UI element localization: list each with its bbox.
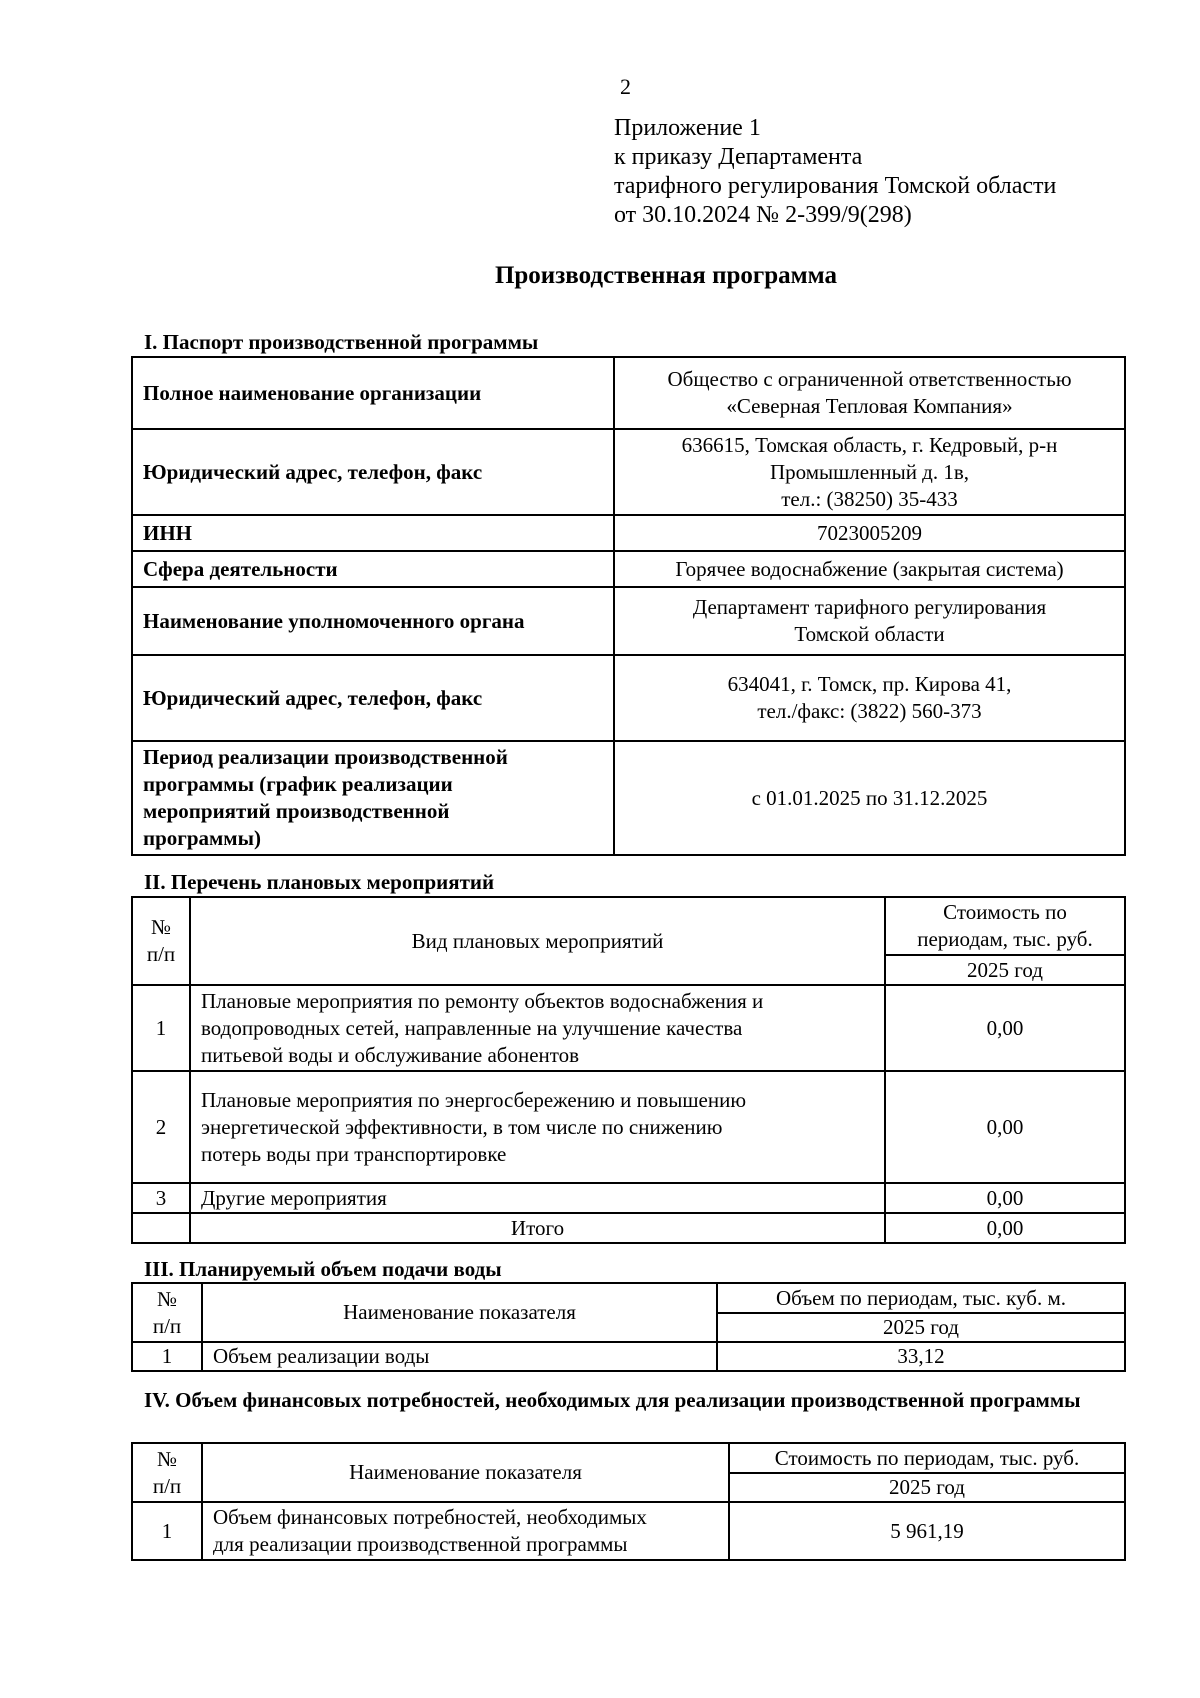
table-row: [132, 429, 1125, 515]
name-line: Объем финансовых потребностей, необходимых: [213, 1505, 647, 1529]
row-value: [614, 429, 1125, 515]
header-year: 2025 год: [885, 955, 1125, 985]
value-line: Томской области: [794, 622, 945, 646]
table-row: [132, 1183, 1125, 1213]
appendix-line: Приложение 1: [614, 115, 761, 141]
table-row: [132, 587, 1125, 655]
row-text: Другие мероприятия: [190, 1183, 885, 1213]
section-heading-water: III. Планируемый объем подачи воды: [144, 1257, 502, 1281]
row-text: [190, 985, 885, 1071]
text-line: Плановые мероприятия по энергосбережению и повышению: [201, 1087, 747, 1112]
measures-table: [131, 896, 1126, 1244]
row-num: 1: [132, 1502, 202, 1560]
header-cost: Стоимость по периодам, тыс. руб.: [729, 1443, 1125, 1473]
header-line: Стоимость по: [943, 900, 1067, 924]
value-line: Общество с ограниченной ответственностью: [667, 367, 1072, 391]
row-name: [202, 1502, 729, 1560]
row-num: 1: [132, 985, 190, 1071]
table-row: [132, 1342, 1125, 1371]
row-label: Юридический адрес, телефон, факс: [132, 655, 614, 741]
table-row: [132, 515, 1125, 551]
header-line: №: [150, 915, 172, 939]
header-num: [132, 1283, 202, 1342]
header-name: Наименование показателя: [202, 1283, 717, 1342]
table-row: [132, 1502, 1125, 1560]
text-line: питьевой воды и обслуживание абонентов: [201, 1042, 580, 1067]
row-label: Полное наименование организации: [132, 357, 614, 429]
label-line: программы): [143, 826, 261, 850]
header-volume: Объем по периодам, тыс. куб. м.: [717, 1283, 1125, 1313]
table-header-row: [132, 1283, 1125, 1313]
row-label: [132, 741, 614, 855]
value-line: 636615, Томская область, г. Кедровый, р-н: [681, 432, 1058, 457]
value-line: Промышленный д. 1в,: [769, 459, 970, 484]
row-value: 7023005209: [614, 515, 1125, 551]
header-line: №: [156, 1446, 178, 1471]
row-name: Объем реализации воды: [202, 1342, 717, 1371]
table-row: [132, 551, 1125, 587]
text-line: потерь воды при транспортировке: [201, 1141, 507, 1166]
header-num: [132, 1443, 202, 1502]
row-label: Юридический адрес, телефон, факс: [132, 429, 614, 515]
row-value: Горячее водоснабжение (закрытая система): [614, 551, 1125, 587]
text-line: энергетической эффективности, в том числе по снижению: [201, 1114, 723, 1139]
value-line: «Северная Тепловая Компания»: [726, 394, 1013, 418]
section-heading-measures: II. Перечень плановых мероприятий: [144, 870, 495, 894]
total-empty: [132, 1213, 190, 1243]
total-label: Итого: [190, 1213, 885, 1243]
value-line: тел./факс: (3822) 560-373: [757, 699, 982, 723]
table-total-row: [132, 1213, 1125, 1243]
table-row: [132, 985, 1125, 1071]
row-value: с 01.01.2025 по 31.12.2025: [614, 741, 1125, 855]
table-header-row: [132, 1443, 1125, 1473]
header-type: Вид плановых мероприятий: [190, 897, 885, 985]
name-line: для реализации производственной программы: [213, 1532, 628, 1556]
row-num: 1: [132, 1342, 202, 1371]
row-num: 2: [132, 1071, 190, 1183]
row-value: 0,00: [885, 985, 1125, 1071]
value-line: 634041, г. Томск, пр. Кирова 41,: [727, 672, 1012, 696]
header-line: п/п: [152, 1313, 182, 1338]
label-line: программы (график реализации: [143, 772, 453, 796]
header-name: Наименование показателя: [202, 1443, 729, 1502]
appendix-line: тарифного регулирования Томской области: [614, 173, 1057, 199]
header-year: 2025 год: [717, 1313, 1125, 1342]
row-label: Наименование уполномоченного органа: [132, 587, 614, 655]
table-row: [132, 741, 1125, 855]
water-volume-table: [131, 1282, 1126, 1372]
document-title: Производственная программа: [494, 262, 838, 289]
header-line: №: [156, 1286, 178, 1311]
passport-table: [131, 356, 1126, 856]
appendix-block: [614, 114, 1056, 230]
row-value: [614, 655, 1125, 741]
section-heading-passport: I. Паспорт производственной программы: [144, 330, 539, 354]
value-line: тел.: (38250) 35-433: [781, 486, 958, 511]
row-value: [614, 357, 1125, 429]
appendix-line: от 30.10.2024 № 2-399/9(298): [614, 202, 912, 228]
header-line: периодам, тыс. руб.: [917, 927, 1093, 951]
appendix-line: к приказу Департамента: [614, 144, 863, 170]
page-number: 2: [620, 74, 631, 99]
row-value: 5 961,19: [729, 1502, 1125, 1560]
table-header-row: [132, 897, 1125, 955]
section-heading-finance: IV. Объем финансовых потребностей, необходимых для реализации производственной программы: [144, 1388, 1081, 1412]
table-row: [132, 655, 1125, 741]
row-label: Сфера деятельности: [132, 551, 614, 587]
row-text: [190, 1071, 885, 1183]
text-line: водопроводных сетей, направленные на улучшение качества: [201, 1015, 743, 1040]
header-cost: [885, 897, 1125, 955]
table-row: [132, 1071, 1125, 1183]
row-label: ИНН: [132, 515, 614, 551]
text-line: Плановые мероприятия по ремонту объектов водоснабжения и: [201, 988, 764, 1013]
header-num: [132, 897, 190, 985]
row-value: 0,00: [885, 1183, 1125, 1213]
label-line: Период реализации производственной: [143, 745, 508, 769]
row-value: 0,00: [885, 1071, 1125, 1183]
header-line: п/п: [146, 942, 176, 966]
finance-table: [131, 1442, 1126, 1561]
row-num: 3: [132, 1183, 190, 1213]
table-row: [132, 357, 1125, 429]
total-value: 0,00: [885, 1213, 1125, 1243]
row-value: 33,12: [717, 1342, 1125, 1371]
row-value: [614, 587, 1125, 655]
header-line: п/п: [152, 1473, 182, 1498]
header-year: 2025 год: [729, 1473, 1125, 1502]
label-line: мероприятий производственной: [143, 799, 450, 823]
value-line: Департамент тарифного регулирования: [692, 595, 1047, 619]
